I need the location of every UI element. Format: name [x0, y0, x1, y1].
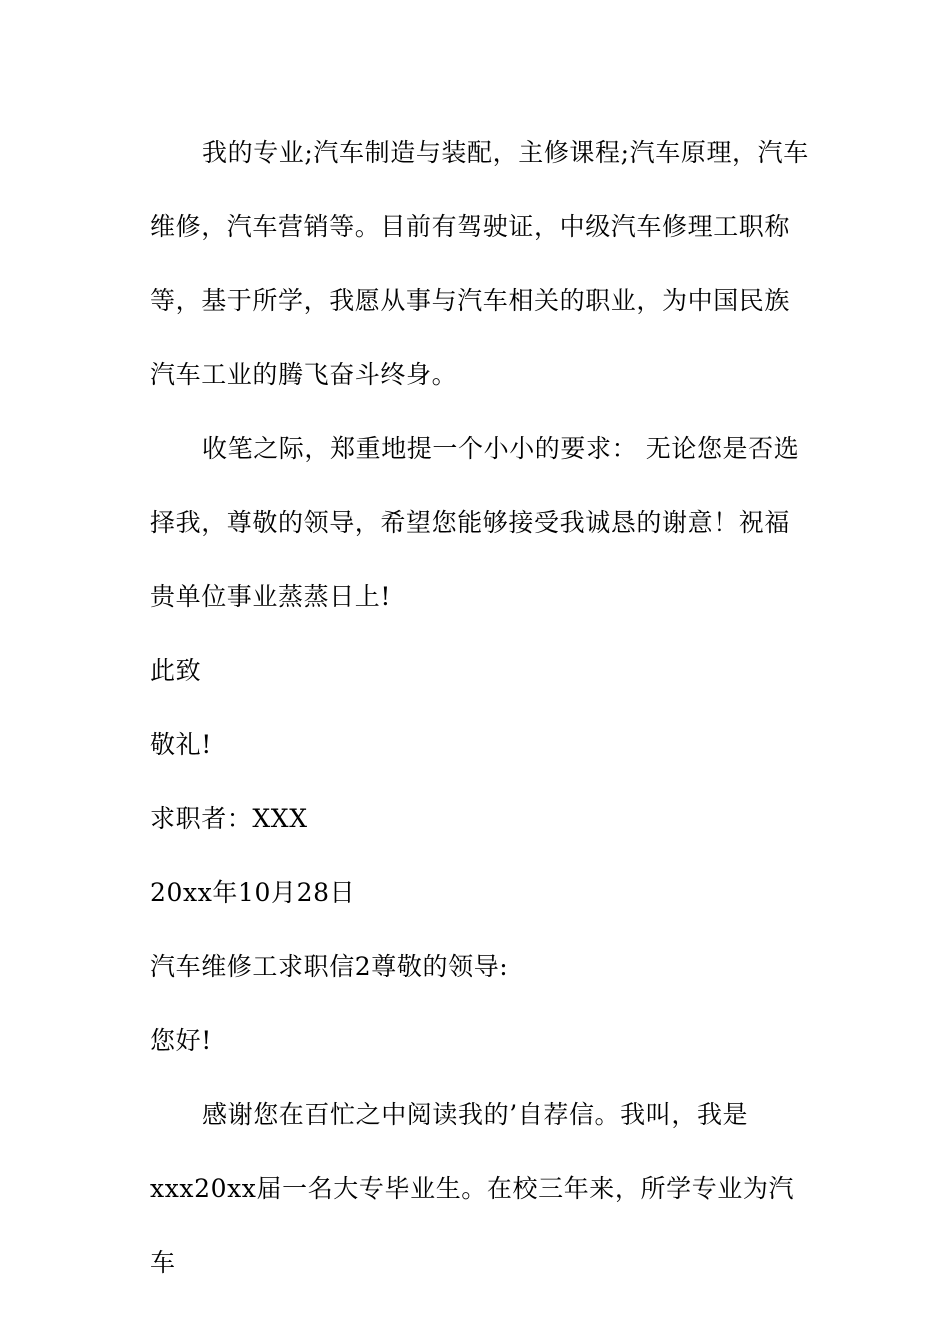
document-body — [150, 116, 810, 1300]
signature-line: 求职者：XXX — [150, 804, 308, 833]
closing-regards: 敬礼! — [150, 730, 212, 759]
paragraph-request: 收笔之际，郑重地提一个小小的要求： 无论您是否选择我，尊敬的领导，希望您能够接受我诚恳的谢意！祝福贵单位事业蒸蒸日上! — [150, 434, 800, 611]
paragraph-major: 我的专业;汽车制造与装配，主修课程;汽车原理，汽车维修，汽车营销等。目前有驾驶证，中级汽车修理工职称等，基于所学，我愿从事与汽车相关的职业，为中国民族汽车工业的腾飞奋斗终身。 — [150, 138, 809, 389]
letter2-heading: 汽车维修工求职信2尊敬的领导: — [150, 952, 509, 981]
closing-salutation: 此致 — [150, 656, 202, 685]
date-line: 20xx年10月28日 — [150, 878, 356, 907]
greeting-line: 您好! — [150, 1026, 212, 1055]
paragraph-introduction: 感谢您在百忙之中阅读我的’自荐信。我叫，我是xxx20xx届一名大专毕业生。在校三年来，所学专业为汽车 — [150, 1100, 795, 1277]
